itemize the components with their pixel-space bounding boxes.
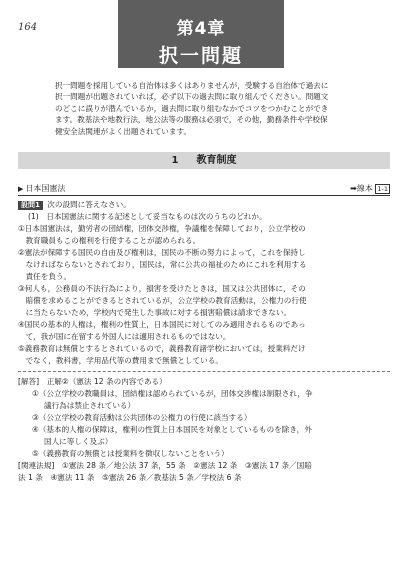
answer-header: [解答] 正解②（憲法 12 条の内容である） — [18, 377, 167, 386]
intro-line: 択一問題を採用している自治体は多くはありませんが，受験する自治体で過去に — [55, 81, 329, 90]
triangle-marker-icon: ▶ — [18, 185, 24, 193]
intro-line: 択一問題が出題されていれば，必ず以下の過去問に取り組んでください。問題文 — [55, 92, 329, 102]
question-content — [18, 199, 390, 484]
topic-header — [18, 183, 390, 196]
reference-label: ➡線本 — [350, 184, 373, 193]
chapter-title: 択一問題 — [158, 45, 243, 67]
related-laws-line: [関連法規] ①憲法 28 条／地公法 37 条，55 条 ②憲法 12 条 ③憲法 17 条／国賠 — [18, 461, 312, 470]
intro-line: ます。教基法や地教行法，地公法等の服務は必須で，その他，勤務条件や学校保 — [55, 115, 328, 125]
explanation-line: ④（基本的人権の保障は，権利の性質上日本国民を対象としているものを除き，外 — [32, 425, 312, 434]
choice-line: 賠償を求めることができるとされているが，公立学校の教育活動は，公権力の行使 — [18, 296, 307, 305]
section-heading — [18, 152, 390, 169]
intro-line: のどこに誤りが潜んでいるか，過去問に取り組むなかでコツをつかむことができ — [55, 103, 329, 113]
choice-line: 教育職員もこの権利を行使することが認められる。 — [18, 236, 201, 245]
intro-line: 健安全法関連がよく出題されています。 — [55, 126, 192, 136]
reference-link — [350, 183, 390, 194]
choice-line: に当たらないため，学校内で発生した事故に対する損害賠償は請求できない。 — [18, 308, 292, 317]
choice-line: ②憲法が保障する国民の自由及び権利は，国民の不断の努力によって，これを保持し — [18, 248, 306, 257]
intro-paragraph — [55, 80, 365, 137]
related-laws-line: 法 1 条 ④憲法 11 条 ⑤憲法 26 条／教基法 5 条／学校法 6 条 — [18, 473, 242, 482]
reference-box: 1-1 — [377, 185, 388, 193]
choice-line: ⑤義務教育は無償とするとされているので，義務教育諸学校においては，授業料だけ — [18, 344, 306, 353]
explanation-line: 議行為は禁止されている） — [44, 401, 136, 410]
section-number: 1 — [171, 155, 179, 166]
choice-line: ④国民の基本的人権は，権利の性質上，日本国民に対してのみ適用されるものであっ — [18, 320, 306, 329]
choice-line: でなく，教科書，学用品代等の費用まで無償としている。 — [18, 356, 223, 365]
choice-line: なければならないとされており，国民は，常に公共の福祉のためにこれを利用する — [18, 260, 307, 269]
dashed-divider — [18, 371, 390, 372]
question-badge: 設問1 — [18, 201, 43, 210]
explanation-line: 国人に等しく及ぶ） — [44, 437, 113, 446]
question-sub: (1) 日本国憲法に関する記述として妥当なものは次のうちのどれか。 — [28, 212, 267, 221]
explanation-line: ③（公立学校の教育活動は公共団体の公権力の行使に該当する） — [32, 413, 252, 422]
choice-line: ①日本国憲法は，勤労者の団結権，団体交渉権，争議権を保障しており，公立学校の — [18, 224, 306, 233]
choice-line: て，我が国に在留する外国人には適用されるものではない。 — [18, 332, 231, 341]
choice-line: ③何人も，公務員の不法行為により，損害を受けたときは，国又は公共団体に，その — [18, 284, 306, 293]
question-prompt: 次の設問に答えなさい。 — [47, 200, 131, 209]
page-number: 164 — [18, 22, 38, 33]
chapter-number: 第4章 — [176, 19, 226, 39]
section-title: 教育制度 — [196, 155, 237, 166]
chapter-header — [118, 0, 284, 68]
explanation-line: ⑤（義務教育の無償とは授業料を徴収しないことをいう） — [32, 449, 229, 458]
topic-title: 日本国憲法 — [25, 184, 66, 193]
explanation-line: ①（公立学校の教職員は，団結権は認められているが，団体交渉権は制限され，争 — [32, 389, 313, 398]
question-header — [18, 199, 390, 211]
choice-line: 責任を負う。 — [18, 272, 72, 281]
